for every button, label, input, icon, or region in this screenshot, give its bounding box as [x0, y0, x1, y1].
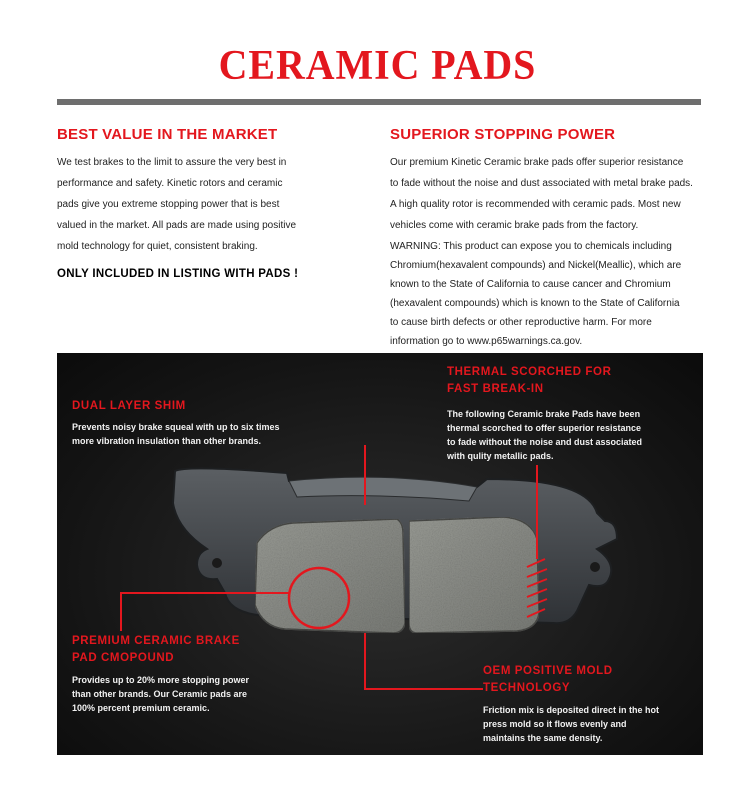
text-line: thermal scorched to offer superior resistance	[447, 423, 642, 433]
compound-title	[72, 633, 240, 667]
text-line: with qulity metallic pads.	[447, 451, 554, 461]
text-line: to fade without the noise and dust associated	[447, 437, 643, 447]
text-line: The following Ceramic brake Pads have been	[447, 409, 641, 419]
warning-line: to cause birth defects or other reproductive harm. For more	[390, 317, 652, 328]
text-line: to fade without the noise and dust associated with metal brake pads.	[390, 178, 693, 189]
best-value-text	[57, 152, 327, 257]
text-line: We test brakes to the limit to assure the very best in	[57, 157, 287, 168]
friction-block-right	[409, 517, 539, 633]
title-line: THERMAL SCORCHED FOR	[447, 366, 612, 378]
text-line: more vibration insulation than other brands.	[72, 436, 262, 446]
text-line: maintains the same density.	[483, 733, 603, 743]
text-line: Our premium Kinetic Ceramic brake pads offer superior resistance	[390, 157, 684, 168]
text-line: than other brands. Our Ceramic pads are	[72, 689, 248, 699]
warning-line: known to the State of California to cause cancer and Chromium	[390, 279, 671, 290]
text-line: A high quality rotor is recommended with ceramic pads. Most new	[390, 199, 681, 210]
text-line: Provides up to 20% more stopping power	[72, 675, 250, 685]
thermal-title	[447, 364, 611, 398]
prop65-warning	[390, 237, 720, 351]
warning-line: information go to www.p65warnings.ca.gov.	[390, 336, 583, 347]
listing-note: ONLY INCLUDED IN LISTING WITH PADS !	[57, 268, 299, 280]
title-divider	[57, 99, 701, 105]
text-line: pads give you extreme stopping power that is best	[57, 199, 280, 210]
text-line: valued in the market. All pads are made using positive	[57, 220, 297, 231]
warning-line: Chromium(hexavalent compounds) and Nickel(Meallic), which are	[390, 260, 682, 271]
warning-line: (hexavalent compounds) which is known to the State of California	[390, 298, 680, 309]
friction-block-left	[255, 519, 405, 633]
text-line: performance and safety. Kinetic rotors and ceramic	[57, 178, 283, 189]
mold-leader-line	[365, 633, 483, 689]
warning-line: WARNING: This product can expose you to chemicals including	[390, 241, 672, 252]
text-line: Prevents noisy brake squeal with up to six times	[72, 422, 280, 432]
best-value-heading: BEST VALUE IN THE MARKET	[57, 126, 278, 143]
plate-hole	[590, 562, 600, 572]
title-line: TECHNOLOGY	[483, 682, 571, 694]
text-line: mold technology for quiet, consistent braking.	[57, 241, 258, 252]
stopping-power-heading: SUPERIOR STOPPING POWER	[390, 126, 616, 143]
mold-title	[483, 663, 613, 697]
text-line: Friction mix is deposited direct in the hot	[483, 705, 660, 715]
page-title: CERAMIC PADS	[218, 43, 537, 89]
compound-text	[72, 673, 302, 715]
title-line: FAST BREAK-IN	[447, 383, 544, 395]
plate-hole	[212, 558, 222, 568]
text-line: vehicles come with ceramic brake pads from the factory.	[390, 220, 639, 231]
mold-text	[483, 703, 693, 745]
stopping-power-text	[390, 152, 720, 236]
thermal-text	[447, 407, 697, 463]
feature-panel	[57, 353, 703, 755]
shim-title: DUAL LAYER SHIM	[72, 400, 186, 412]
text-line: press mold so it flows evenly and	[483, 719, 627, 729]
title-line: OEM POSITIVE MOLD	[483, 665, 613, 677]
text-line: 100% percent premium ceramic.	[72, 703, 210, 713]
shim-text	[72, 420, 332, 448]
title-line: PAD CMOPOUND	[72, 652, 175, 664]
title-line: PREMIUM CERAMIC BRAKE	[72, 635, 240, 647]
